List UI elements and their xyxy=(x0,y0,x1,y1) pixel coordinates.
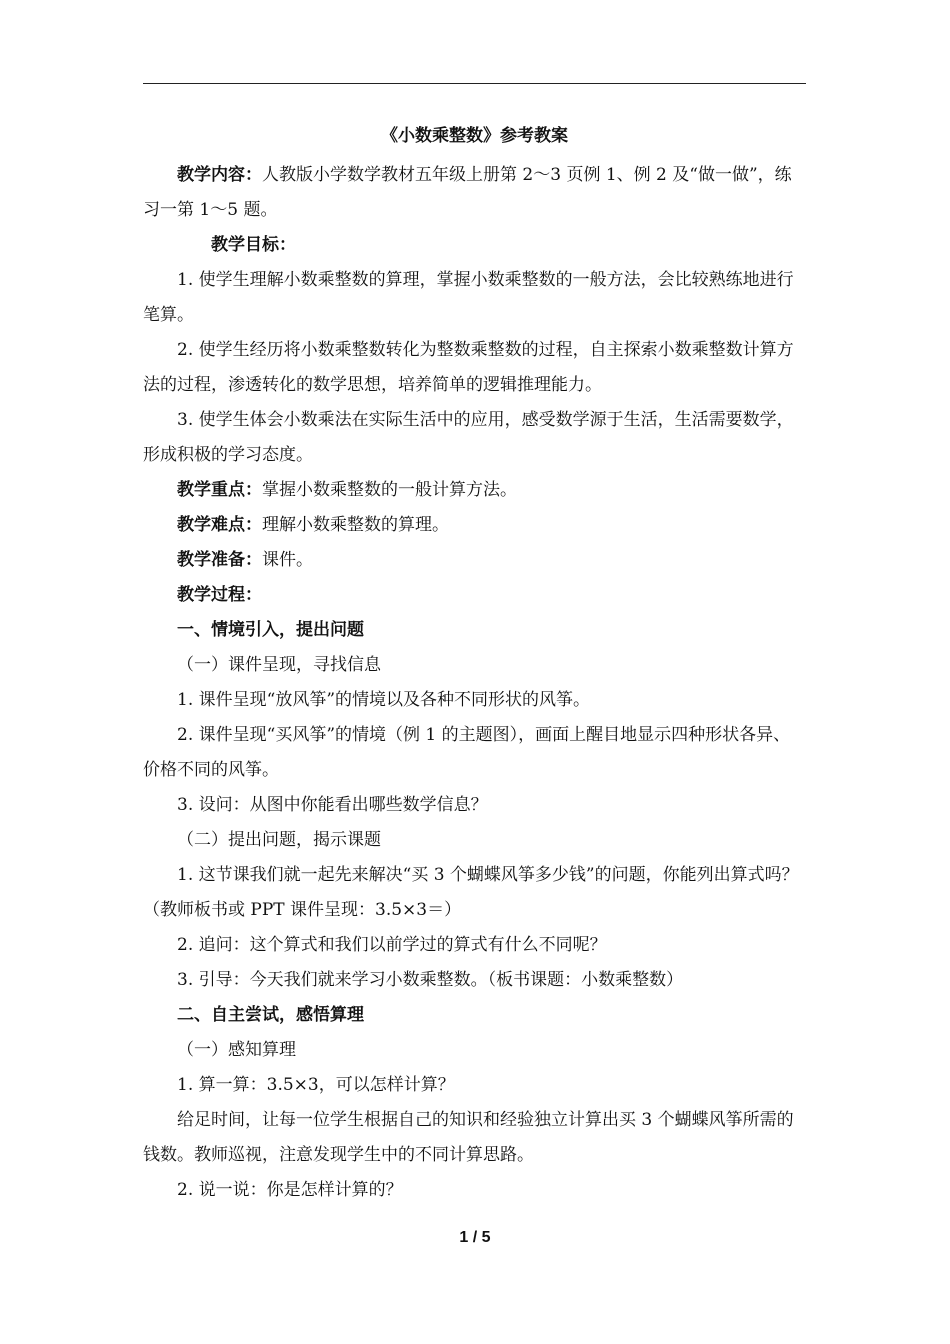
section-1-item-2: 2. 课件呈现“买风筝”的情境（例 1 的主题图），画面上醒目地显示四种形状各异、价格不同的风筝。 xyxy=(143,725,791,780)
teaching-difficulty-text: 理解小数乘整数的算理。 xyxy=(262,515,449,535)
teaching-content xyxy=(143,158,806,228)
teaching-key xyxy=(143,473,806,508)
section-2-item-2: 2. 说一说：你是怎样计算的？ xyxy=(177,1180,403,1200)
section-1-sub-2: （二）提出问题，揭示课题 xyxy=(177,830,381,850)
document-body xyxy=(143,124,806,1208)
section-1-item-3: 3. 设问：从图中你能看出哪些数学信息？ xyxy=(177,795,488,815)
section-1-sub-2-item-2: 2. 追问：这个算式和我们以前学过的算式有什么不同呢？ xyxy=(177,935,607,955)
section-2-sub-1: （一）感知算理 xyxy=(177,1040,296,1060)
page-number: 1 / 5 xyxy=(459,1229,491,1246)
teaching-content-label: 教学内容： xyxy=(177,165,262,185)
section-2-item-1: 1. 算一算：3.5×3，可以怎样计算？ xyxy=(177,1075,455,1095)
teaching-difficulty xyxy=(143,508,806,543)
goal-3: 3. 使学生体会小数乘法在实际生活中的应用，感受数学源于生活，生活需要数学，形成积极的学习态度。 xyxy=(143,410,794,465)
teaching-goals-label: 教学目标： xyxy=(211,235,296,255)
teaching-key-label: 教学重点： xyxy=(177,480,262,500)
section-1-item-1: 1. 课件呈现“放风筝”的情境以及各种不同形状的风筝。 xyxy=(177,690,591,710)
section-1-sub-2-item-1: 1. 这节课我们就一起先来解决“买 3 个蝴蝶风筝多少钱”的问题，你能列出算式吗？（教师板书或 PPT 课件呈现：3.5×3＝） xyxy=(143,865,799,920)
section-2-heading: 二、自主尝试，感悟算理 xyxy=(177,1005,364,1025)
goal-2: 2. 使学生经历将小数乘整数转化为整数乘整数的过程，自主探索小数乘整数计算方法的过程，渗透转化的数学思想，培养简单的逻辑推理能力。 xyxy=(143,340,794,395)
section-1-sub-1: （一）课件呈现，寻找信息 xyxy=(177,655,381,675)
teaching-process-label: 教学过程： xyxy=(177,585,262,605)
teaching-difficulty-label: 教学难点： xyxy=(177,515,262,535)
teaching-prep-text: 课件。 xyxy=(262,550,313,570)
teaching-prep xyxy=(143,543,806,578)
teaching-key-text: 掌握小数乘整数的一般计算方法。 xyxy=(262,480,517,500)
section-2-item-1-desc: 给足时间，让每一位学生根据自己的知识和经验独立计算出买 3 个蝴蝶风筝所需的钱数。教师巡视，注意发现学生中的不同计算思路。 xyxy=(143,1110,794,1165)
header-rule xyxy=(143,83,806,84)
teaching-content-text: 人教版小学数学教材五年级上册第 2～3 页例 1、例 2 及“做一做”，练习一第 1～5 题。 xyxy=(143,165,792,220)
section-1-sub-2-item-3: 3. 引导：今天我们就来学习小数乘整数。（板书课题：小数乘整数） xyxy=(177,970,684,990)
section-1-heading: 一、情境引入，提出问题 xyxy=(177,620,364,640)
teaching-prep-label: 教学准备： xyxy=(177,550,262,570)
goal-1: 1. 使学生理解小数乘整数的算理，掌握小数乘整数的一般方法，会比较熟练地进行笔算。 xyxy=(143,270,794,325)
document-title: 《小数乘整数》参考教案 xyxy=(381,126,568,146)
